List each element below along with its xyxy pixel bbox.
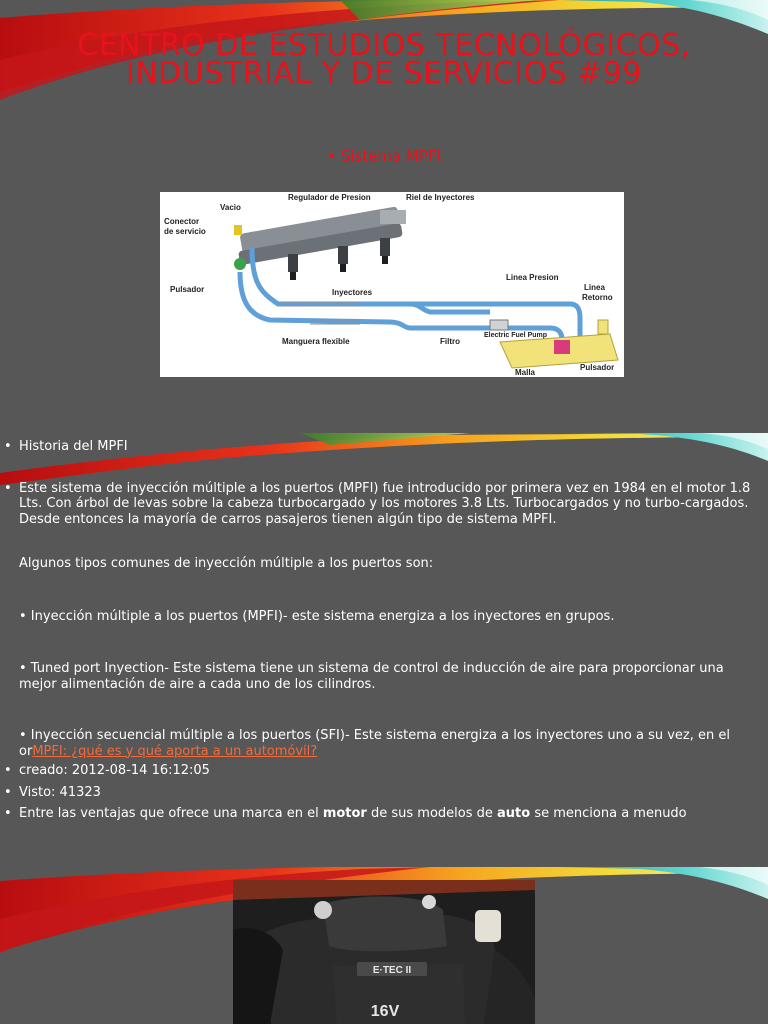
paragraph-tipos: Algunos tipos comunes de inyección múltiple a los puertos son: (19, 556, 434, 571)
etec-badge: E·TEC II (372, 965, 412, 976)
svg-text:Riel de Inyectores: Riel de Inyectores (406, 193, 475, 202)
paragraph-mpfi: • Inyección múltiple a los puertos (MPFI)- este sistema energiza a los inyectores en grupos. (19, 608, 615, 624)
slide-2-text (0, 439, 762, 822)
svg-text:Regulador de Presion: Regulador de Presion (288, 193, 371, 202)
slide-title: CENTRO DE ESTUDIOS TECNOLÓGICOS, INDUSTRIAL Y DE SERVICIOS #99 (77, 28, 691, 91)
bullet-ventajas: • Entre las ventajas que ofrece una marca en el motor de sus modelos de auto se menciona a menudo (0, 806, 762, 822)
svg-text:Retorno: Retorno (582, 293, 613, 302)
svg-text:Linea: Linea (584, 283, 605, 292)
paragraph-tuned-port: • Tuned port Inyection- Este sistema tiene un sistema de control de inducción de aire para proporcionar una mejor alimentación de aire a cada uno de los cilindros. (19, 661, 724, 692)
svg-text:Malla: Malla (515, 368, 536, 377)
svg-text:Filtro: Filtro (440, 337, 460, 346)
slide-2 (0, 433, 768, 866)
slide-1 (0, 0, 768, 432)
engine-16v-label: 16V (370, 1003, 400, 1020)
bullet-introduccion: • Este sistema de inyección múltiple a los puertos (MPFI) fue introducido por primera vez en 1984 en el motor 1.8 Lts. Con árbol de levas sobre la cabeza turbocargado y los motores 3.8 Lts. Turbocargados y no turbo-cargados. Desde entonces la mayoría de carros pasajeros tienen algún tipo de sistema MPFI. (0, 481, 762, 528)
svg-text:Vacio: Vacio (220, 203, 241, 212)
slide-3 (0, 867, 768, 1024)
paragraph-sfi: • Inyección secuencial múltiple a los puertos (SFI)- Este sistema energiza a los inyectores uno a su vez, en el orMPFI: ¿qué es y qué aporta a un automóvil? (19, 728, 730, 759)
svg-text:Pulsador: Pulsador (580, 363, 615, 372)
bullet-historia: • Historia del MPFI (0, 439, 762, 455)
svg-text:Electric Fuel Pump: Electric Fuel Pump (484, 332, 548, 339)
engine-photo (233, 880, 535, 1024)
svg-text:de servicio: de servicio (164, 227, 206, 236)
svg-text:Conector: Conector (164, 217, 200, 226)
mpfi-diagram-image (160, 192, 624, 377)
article-link[interactable]: MPFI: ¿qué es y qué aporta a un automóvil? (32, 743, 318, 759)
svg-text:Linea Presion: Linea Presion (506, 273, 559, 282)
svg-text:Pulsador: Pulsador (170, 285, 205, 294)
svg-text:Inyectores: Inyectores (332, 288, 373, 297)
slide-subtitle: • Sistema MPFI (327, 147, 441, 165)
bullet-creado: • creado: 2012-08-14 16:12:05 (0, 763, 762, 779)
svg-text:Manguera flexible: Manguera flexible (282, 337, 350, 346)
bullet-visto: • Visto: 41323 (0, 785, 762, 801)
